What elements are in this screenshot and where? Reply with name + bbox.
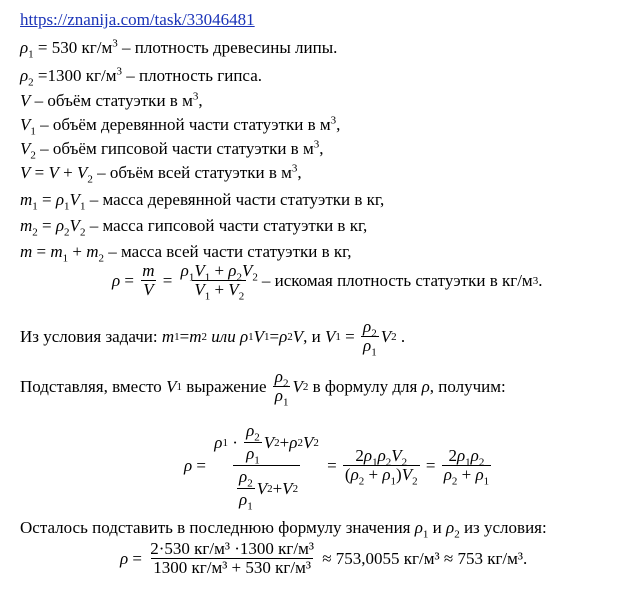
source-link[interactable]: https://znanija.com/task/33046481 <box>20 10 255 29</box>
v2-definition: $V_2$ – объём гипсовой части статуэтки в $м^3$, <box>20 138 324 162</box>
rho2-definition: $\rho_2 =1300$ $кг/м^3$ – плотность гипса. <box>20 65 262 89</box>
m-definition: $m = m_1 + m_2$ – масса всей части статуэтки в кг, <box>20 242 352 265</box>
m1-definition: $m_1 = \rho_1V_1$ – масса деревянной части статуэтки в кг, <box>20 190 385 213</box>
substitution-line: Подставляя, вместо V 1 выражение $\frac{\rho_2}{\rho_1}$ V 2 в формулу для ρ , получим: <box>20 367 506 409</box>
v1-definition: $V_1$ – объём деревянной части статуэтки в $м^3$, <box>20 114 341 138</box>
derived-formula: ρ = ρ 1 · $\frac{\rho_2}{\rho_1}$ V 2 + ρ 2 V 2 $\frac{\rho_2}{\rho_1}$ V 2 + V 2 = $\frac{2\rho_1\rho_2V_2}{(\rho_2 + \rho_1)V_2}$ = $\frac{2\rho_1\rho_2}{\rho_2 + \rho_1}$ <box>184 421 490 513</box>
m2-definition: $m_2 = \rho_2V_2$ – масса гипсовой части статуэтки в кг, <box>20 216 368 239</box>
v-definition: V – объём статуэтки в $м^3$, <box>20 90 203 110</box>
vsum-definition: $V = V + V_2$ – объём всей статуэтки в $м^3$, <box>20 162 302 186</box>
final-calculation: ρ = $\frac{\text{2·530 кг/м³ ·1300 кг/м³}}{\text{1300 кг/м³ + 530 кг/м³}}$ ≈ 753,0055 кг/м³ ≈ 753 кг/м³. <box>120 539 528 577</box>
final-intro: Осталось подставить в последнюю формулу значения $\rho_1$ и $\rho_2$ из условия: <box>20 518 547 541</box>
rho1-definition: $\rho_1 = 530$ $кг/м^3$ – плотность древесины липы. <box>20 37 338 61</box>
density-formula: ρ = $\frac{m}{V}$ = $\frac{\rho_1V_1 + \rho_2V_2}{V_1 + V_2}$ – искомая плотность статуэтки в кг/м 3 . <box>112 261 543 303</box>
condition-line: Из условия задачи: m 1 = m 2 или ρ 1 V 1 = ρ 2 V , и V 1 = $\frac{\rho_2}{\rho_1}$ V 2 . <box>20 317 406 359</box>
